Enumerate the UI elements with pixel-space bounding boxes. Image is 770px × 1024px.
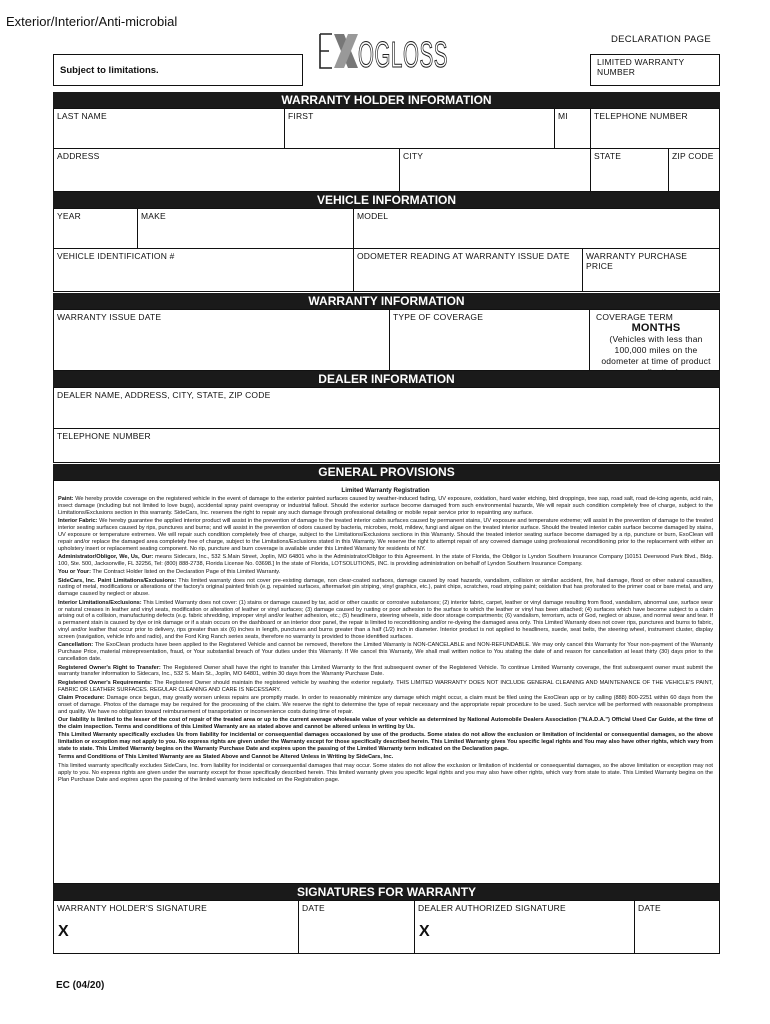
- dealer-name-address-field[interactable]: [54, 388, 719, 429]
- holder-signature-label: WARRANTY HOLDER'S SIGNATURE: [57, 903, 207, 913]
- vehicle-header: VEHICLE INFORMATION: [53, 192, 720, 208]
- provision-paragraph: [58, 695, 713, 716]
- first-name-field[interactable]: [285, 109, 555, 149]
- provision-lead: Administrator/Obligor, We, Us, Our:: [58, 554, 154, 561]
- dealer-date-label: DATE: [638, 903, 661, 913]
- holder-date-label: DATE: [302, 903, 325, 913]
- provision-paragraph: [58, 496, 713, 517]
- provision-lead: Interior Limitations/Exclusions:: [58, 599, 142, 606]
- provision-bold-paragraph: Our liability is limited to the lesser of the cost of repair of the treated area or up to the current average wholesale value of your vehicle as determined by National Automobile Dealers Association ("N.A.D.A.") Official Used Car Guide, at the time of the claim inspection. Terms and conditions of this Limited Warranty are as stated above and cannot be altered unless in writing by Us.: [58, 717, 713, 730]
- declaration-page-label: DECLARATION PAGE: [611, 34, 711, 45]
- dealer-date-field[interactable]: [635, 901, 719, 953]
- dealer-telephone-label: TELEPHONE NUMBER: [57, 431, 151, 441]
- year-label: YEAR: [57, 211, 81, 221]
- dealer-signature-x-mark: X: [419, 923, 430, 940]
- make-field[interactable]: [138, 209, 354, 249]
- dealer-signature-field[interactable]: [415, 901, 635, 953]
- model-field[interactable]: [354, 209, 719, 249]
- provision-text: The Contract Holder listed on the Declaration Page of this Limited Warranty.: [90, 569, 281, 576]
- first-name-label: FIRST: [288, 111, 314, 121]
- odometer-label: ODOMETER READING AT WARRANTY ISSUE DATE: [357, 251, 570, 261]
- provision-lead: You or Your:: [58, 569, 91, 576]
- last-name-label: LAST NAME: [57, 111, 107, 121]
- city-label: CITY: [403, 151, 424, 161]
- state-field[interactable]: [591, 149, 669, 191]
- coverage-type-label: TYPE OF COVERAGE: [393, 312, 484, 322]
- provision-text: The Registered Owner should maintain the registered vehicle by washing the exterior regularly. THIS LIMITED WARRANTY DOES NOT INCLUDE GENERAL CLEANING AND MAINTENANCE OF THE VEHICLE'S PAINT, FABRIC OR LEATHER SURFACES. REGULAR CLEANING AND CARE IS NECESSARY.: [58, 679, 713, 693]
- exogloss-logo: [318, 30, 450, 75]
- provision-lead: SideCars, Inc. Paint Limitations/Exclusions:: [58, 577, 177, 584]
- provision-lead: Registered Owner's Requirements:: [58, 679, 152, 686]
- provision-lead: Interior Fabric:: [58, 518, 98, 525]
- provision-lead: Paint:: [58, 496, 74, 502]
- year-field[interactable]: [54, 209, 138, 249]
- provision-paragraph: [58, 554, 713, 568]
- provision-text: Damage once begun, may greatly worsen unless repairs are promptly made. In order to reasonably minimize any damage which might occur, a claim must be filed using the ExoClean app or by calling (888) 800-2251 within 60 days from the onset of damage. Photos of the damage may be required for the processing of the claim. We reserve the right to determine the type of repair necessary and the appropriate repair procedure to be used. Such service will be performed with reasonable promptness and quality. We have no obligation toward reimbursement of transportation or inconvenience costs during time of repair.: [58, 694, 713, 715]
- provision-lead: Cancellation:: [58, 642, 94, 649]
- dealer-info-header: DEALER INFORMATION: [53, 371, 720, 387]
- provisions-bold-paragraphs: [58, 717, 713, 761]
- holder-date-field[interactable]: [299, 901, 415, 953]
- state-label: STATE: [594, 151, 622, 161]
- warranty-holder-grid: [53, 108, 720, 192]
- subject-to-limitations-box: [53, 54, 303, 86]
- zip-label: ZIP CODE: [672, 151, 714, 161]
- holder-signature-field[interactable]: [54, 901, 299, 953]
- limited-warranty-registration-heading: Limited Warranty Registration: [341, 487, 430, 494]
- provision-bold-paragraph: This Limited Warranty specifically excludes Us from liability for incidental or consequential damages occasioned by use of the products. Some states do not allow the exclusion or limitation of incidental or consequential damages, so the above limitation or exception may not apply to you. No express rights are given under the Warranty except for those specifically described herein. This Limited Warranty gives You specific legal rights and You may also have other rights, which vary from state to state. This Limited Warranty begins on the Warranty Purchase Date and expires upon the passing of the Limited Warranty term indicated on the Declaration page.: [58, 732, 713, 753]
- svg-text:OGLOSS: OGLOSS: [358, 34, 448, 75]
- zip-field[interactable]: [669, 149, 719, 191]
- general-provisions-header: GENERAL PROVISIONS: [53, 464, 720, 480]
- city-field[interactable]: [400, 149, 591, 191]
- limited-warranty-number-field[interactable]: [590, 54, 720, 86]
- provision-paragraph: [58, 518, 713, 553]
- provision-paragraph: [58, 600, 713, 641]
- vin-field[interactable]: [54, 249, 354, 291]
- provision-text: means Sidecars, Inc., 532 S.Main Street, Joplin, MO 64801 who is the Administrator/Obligor to this Agreement. In the state of Florida, the Obligor is Lyndon Southern Insurance Company [10151 Deerwood Park Blvd., Bldg. 100, Ste. 500, Jacksonville, FL 32256, Tel: (800) 888-2738, Florida License No. 03698.] In the state of Florida, LOTSOLUTIONS, INC. is providing administration on behalf of Lyndon Southern Insurance Company.: [58, 554, 713, 567]
- holder-signature-x-mark: X: [58, 923, 69, 940]
- months-label: MONTHS: [631, 322, 681, 334]
- issue-date-field[interactable]: [54, 310, 390, 370]
- vin-label: VEHICLE IDENTIFICATION #: [57, 251, 175, 261]
- provision-lead: Claim Procedure:: [58, 694, 105, 701]
- provisions-paragraphs: [58, 496, 713, 716]
- purchase-price-label: WARRANTY PURCHASE PRICE: [586, 251, 688, 271]
- provision-paragraph: [58, 642, 713, 663]
- provision-text: We hereby provide coverage on the registered vehicle in the event of damage to the exterior painted surfaces caused by weather-induced fading, UV exposure, oxidation, hard water etching, bird droppings, tree sap, road salt, road de-icing agents, acid rain, insect damage (including but not limited to love bugs), accidental spray paint overspray or industrial fallout. Should the exterior surface become damaged from such environmental hazards, We will repair such condition completely free of charge, subject to the Limitations/Exclusions section in this warranty. SideCars, Inc. reserves the right to repair any such damage through professional detailing or mobile repair service prior to repainting any surface.: [58, 496, 713, 516]
- provision-text: The ExoClean products have been applied to the Registered Vehicle and cannot be removed, therefore the Limited Warranty is NON-CANCELABLE and NON-REFUNDABLE. We may only cancel this Warranty for Your non-payment of the Warranty Purchase Price, material misrepresentation, fraud, or Your substantial breach of Your duties under this Warranty. If We cancel this Warranty, We shall mail written notice to You stating the date of and reason for cancellation at least thirty (30) days prior to the cancellation date.: [58, 642, 713, 663]
- provision-paragraph: [58, 578, 713, 599]
- last-name-field[interactable]: [54, 109, 285, 149]
- provision-text: This limited warranty does not cover pre-existing damage, non clear-coated surfaces, damage caused by road hazards, vandalism, collision or similar accident, fire, hail damage, flood or other natural casualties, rusting of metal, modifications or alterations of the factory's original painted finish (e.g. repainted surfaces, aftermarket pin striping, vinyl graphics, etc.), paint chips, scratches, road striping paint; oxidation that has proforated to the primer coat or bare metal, and any damage caused by neglect or abuse.: [58, 577, 713, 598]
- limited-warranty-number-label: LIMITED WARRANTY NUMBER: [597, 57, 685, 77]
- warranty-info-header: WARRANTY INFORMATION: [53, 293, 720, 309]
- provision-paragraph: [58, 569, 713, 576]
- provision-paragraph: [58, 665, 713, 679]
- warranty-info-grid: [53, 309, 720, 371]
- issue-date-label: WARRANTY ISSUE DATE: [57, 312, 162, 322]
- coverage-type-field[interactable]: [390, 310, 590, 370]
- dealer-signature-label: DEALER AUTHORIZED SIGNATURE: [418, 903, 566, 913]
- middle-initial-field[interactable]: [555, 109, 591, 149]
- vehicle-mileage-note: (Vehicles with less than 100,000 miles on the odometer at time of product: [601, 334, 711, 366]
- address-label: ADDRESS: [57, 151, 100, 161]
- holder-telephone-field[interactable]: [591, 109, 719, 149]
- address-field[interactable]: [54, 149, 400, 191]
- provision-text: This Limited Warranty does not cover: (1) stains or damage caused by tar, acid or other caustic or corrosive substances; (2) interior fabric, carpet, leather or vinyl damage resulting from flood, vandalism, abnormal use, surface wear or natural creases in leather and vinyl seats, modification or alteration of leather or vinyl surfaces; (3) damage caused by rusting or poor adhesion to the surface to which the leather or vinyl has been attached; (4) surfaces which have become subject to a claim arising out of a collision, manufacturing defects (e.g. fabric shredding, improper vinyl and/or leather adhesion, etc.; (5) headliners, steering wheels, side door storage compartments; (6) vandalism, terrorism, acts of God, neglect or abuse, and normal wear and tear. If a permanent stain is caused by dye or ink damage or if a stain occurs on the dashboard or an interior door panel, the repair is limited to reconditioning and/or re-dyeing the damaged area only. This Limited Warranty does not cover rips, punctures and burns to fabric, vinyl and/or leather that occur prior to delivery, rips greater than six (6) inches in length, punctures and burns greater than a half (1/2) inch in diameter. Interior product is not applied to headliners, suede, seat belts, the steering wheel, instrument cluster, display screen (navigation, vehicle info and radio), and the Ford King Ranch series seats, therefore no warranty is provided to those identified surfaces.: [58, 599, 713, 641]
- odometer-field[interactable]: [354, 249, 583, 291]
- provision-lead: Registered Owner's Right to Transfer:: [58, 664, 161, 671]
- provisions-final-paragraph: This limited warranty specifically excludes SideCars, Inc. from liability for incidental or consequential damages that may occur. Some states do not allow the exclusion or limitation of incidental or consequential damages, so the above limitation or exception may not apply to you. No express rights are given under the warranty except for those specifically described herein. This limited warranty gives you specific legal rights and you may also have other rights, which vary from state to state. This Limited Warranty begins on the Plan Purchase Date and expires upon the passing of the limited warranty term indicated on the Registration page.: [58, 762, 713, 783]
- dealer-grid: [53, 387, 720, 463]
- dealer-telephone-field[interactable]: [54, 429, 719, 462]
- provision-bold-paragraph: Terms and Conditions of This Limited Warranty are as Stated Above and Cannot be Altered Unless in Writing by SideCars, Inc.: [58, 754, 394, 761]
- form-code: EC (04/20): [56, 980, 105, 991]
- vehicle-grid: [53, 208, 720, 292]
- document-category: Exterior/Interior/Anti-microbial: [6, 14, 178, 29]
- coverage-term-label: COVERAGE TERM: [596, 312, 674, 322]
- provision-text: The Registered Owner shall have the right to transfer this Limited Warranty to the first subsequent owner of the Registered Vehicle. To continue Limited Warranty coverage, the first subsequent owner must submit the warranty transfer information to Sidecars, Inc., 532 S. Main St., Joplin, MO 64801, within 30 days from the Warranty Purchase Date.: [58, 664, 713, 678]
- coverage-term-field[interactable]: [590, 310, 719, 370]
- make-label: MAKE: [141, 211, 166, 221]
- signatures-grid: [53, 900, 720, 954]
- general-provisions-body: [53, 480, 720, 884]
- signatures-header: SIGNATURES FOR WARRANTY: [53, 884, 720, 900]
- dealer-name-address-label: DEALER NAME, ADDRESS, CITY, STATE, ZIP CODE: [57, 390, 271, 400]
- middle-initial-label: MI: [558, 111, 568, 121]
- model-label: MODEL: [357, 211, 389, 221]
- subject-to-limitations-text: Subject to limitations.: [60, 65, 159, 76]
- purchase-price-field[interactable]: [583, 249, 719, 291]
- provision-text: We hereby guarantee the applied interior product will assist in the prevention of damage to the treated interior cabin surfaces caused by permanent stains, UV exposure and temperature extreme; will assist in the prevention of damage to the treated interior seating surfaces caused by rips, punctures and burns; and will assist in the prevention of odors caused by bacteria, microbes, mold, mildew, fungi and algae on the treated interior surface. Should the treated interior cabin surface become damaged by stains, UV exposure or temperature extremes. We will repair such condition completely free of charge, subject to the Limitations/Exclusions sections in this Warranty. Should the treated interior seating surface become damaged by a rip, puncture or burn, ExoClean will repair and/or replace the damaged area completely free of charge, subject to the Limitations/Exclusions stated in this Warranty. We reserve the right to attempt repair of any covered damage using professional reconditioning prior to the replacement with either an upholstery insert or replacement seating component. No rip, puncture and burn coverage is available under this Limited Warranty for residents of NY.: [58, 518, 713, 552]
- provision-paragraph: [58, 680, 713, 694]
- holder-telephone-label: TELEPHONE NUMBER: [594, 111, 688, 121]
- warranty-holder-header: WARRANTY HOLDER INFORMATION: [53, 92, 720, 108]
